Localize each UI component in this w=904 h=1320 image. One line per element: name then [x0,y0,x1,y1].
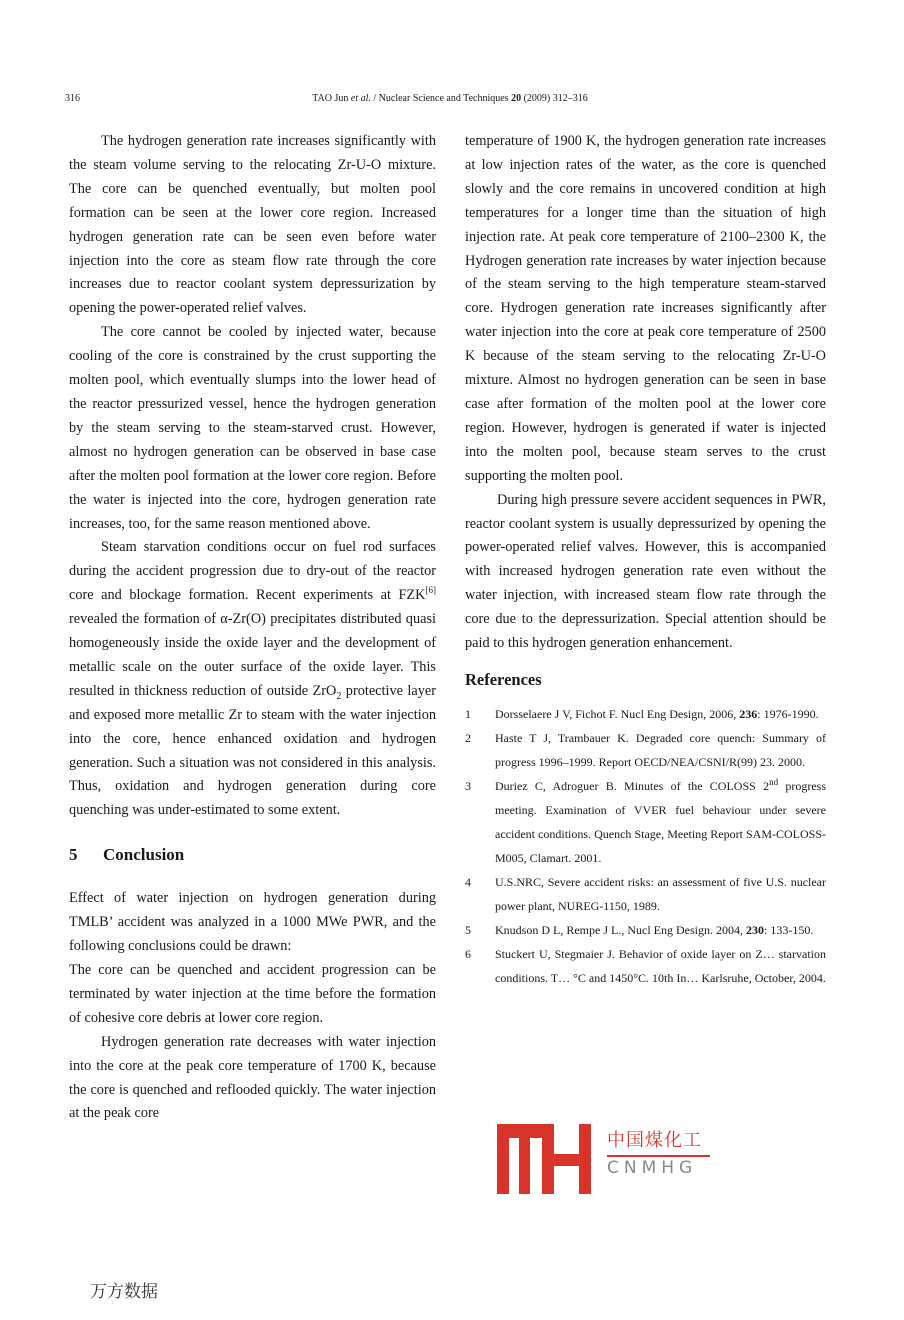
paragraph: Steam starvation conditions occur on fuel rod surfaces during the accident progression due to dry-out of the reactor core and blockage formation. Recent experiments at FZK[6] revealed the formation of α-Zr(O) precipitates distributed quasi homogeneously inside the oxide layer and the development of metallic scale on the outer surface of the oxide layer. This resulted in thickness reduction of outside ZrO$_2$ protective layer and exposed more metallic Zr to steam with the water injection into the core, hence enhanced oxidation and hydrogen generation. Such a situation was not considered in this analysis. Thus, oxidation and hydrogen generation during core quenching was under-estimated to some extent. [69,539,436,819]
paragraph: Hydrogen generation rate decreases with water injection into the core at the peak core temperature of 1700 K, because the core is quenched and reflooded quickly. The water injection at the peak core [69,1033,436,1122]
journal-citation [65,93,835,104]
paragraph: The core can be quenched and accident progression can be terminated by water injection at the time before the formation of cohesive core debris at lower core region. [69,962,436,1026]
watermark-divider [607,1155,710,1157]
section-heading [69,843,436,867]
watermark-chinese: 中国煤化工 [607,1130,702,1151]
year-pages: (2009) 312–316 [523,93,588,104]
section-number: 5 [69,845,78,865]
paragraph: Effect of water injection on hydrogen generation during TMLB’ accident was analyzed in a 1000 MWe PWR, and the following conclusions could be drawn: [69,890,436,955]
reference-list [465,702,826,990]
reference-item: 6 Stuckert U, Stegmaier J. Behavior of oxide layer on Z… starvation conditions. T… °C and 1450°C. 10th In… Karlsruhe, October, 2004. [465,946,826,985]
reference-item: 4 U.S.NRC, Severe accident risks: an assessment of five U.S. nuclear power plant, NUREG-1150, 1989. [465,874,826,913]
paragraph: During high pressure severe accident sequences in PWR, reactor coolant system is usually depressurized by opening the power-operated relief valves. However, this is accompanied with increased hydrogen generation rate even without the water injection, with increased steam flow rate through the core due to the depressurization. Special attention should be paid to this hydrogen generation enhancement. [465,491,826,652]
paragraph: temperature of 1900 K, the hydrogen generation rate increases at low injection rates of the water, as the core is quenched slowly and the core remains in uncovered condition at high temperatures for a longer time than the situation of high injection rate. At peak core temperature of 2100–2300 K, the Hydrogen generation rate increases by water injection because of the steam serving to the high temperature steam-starved core. Hydrogen generation rate increases significantly after water injection into the core at peak core temperature of 2500 K because of the steam serving to the relocating Zr-U-O mixture. Almost no hydrogen generation can be seen in base case after formation of the molten pool at the lower core region. However, hydrogen is generated if water is injected into the molten pool, because steam serves to the crust supporting the molten pool. [465,133,826,484]
author: TAO Jun [312,93,349,104]
reference-item: 3 Duriez C, Adroguer B. Minutes of the COLOSS 2nd progress meeting. Examination of VVER fuel behaviour under severe accident conditions. Quench Stage, Meeting Report SAM-COLOSS-M005, Clamart. 2001. [465,776,826,865]
page-number: 316 [65,93,80,104]
paragraph: The core cannot be cooled by injected water, because cooling of the core is constrained by the crust supporting the molten pool, which eventually slumps into the lower head of the reactor pressurized vessel, hence the hydrogen generation by the steam serving to the steam-starved crust. However, almost no hydrogen generation can be observed in base case after the molten pool formation at the lower core region. Before the water is injected into the core, hydrogen generation rate increases, too, for the same reason mentioned above. [69,324,436,532]
paragraph: The hydrogen generation rate increases significantly with the steam volume serving to the relocating Zr-U-O mixture. The core can be quenched eventually, but molten pool formation can be seen at the lower core region. Increased hydrogen generation rate can be seen even before water injection into the core as steam flow rate through the core increases due to reactor coolant system depressurization by opening the power-operated relief valves. [69,133,436,317]
cnmhg-logo-icon [497,1124,592,1194]
running-header [65,93,835,109]
watermark-logo [497,1124,712,1194]
watermark-english: CNMHG [607,1158,698,1178]
et-al: et al. [350,93,371,104]
journal-name: / Nuclear Science and Techniques [373,93,509,104]
volume: 20 [511,93,522,104]
section-title: Conclusion [103,845,185,865]
reference-item: 1 Dorsselaere J V, Fichot F. Nucl Eng Design, 2006, 236: 1976-1990. [465,706,819,721]
citation[interactable]: [6] [425,585,436,596]
left-column [69,130,436,1126]
right-column [465,130,826,990]
reference-item: 2 Haste T J, Trambauer K. Degraded core quench: Summary of progress 1996–1999. Report OECD/NEA/CSNI/R(99) 23. 2000. [465,730,826,769]
references-heading: References [465,669,542,689]
reference-item: 5 Knudson D L, Rempe J L., Nucl Eng Design. 2004, 230: 133-150. [465,922,814,937]
footer-source: 万方数据 [90,1282,158,1302]
